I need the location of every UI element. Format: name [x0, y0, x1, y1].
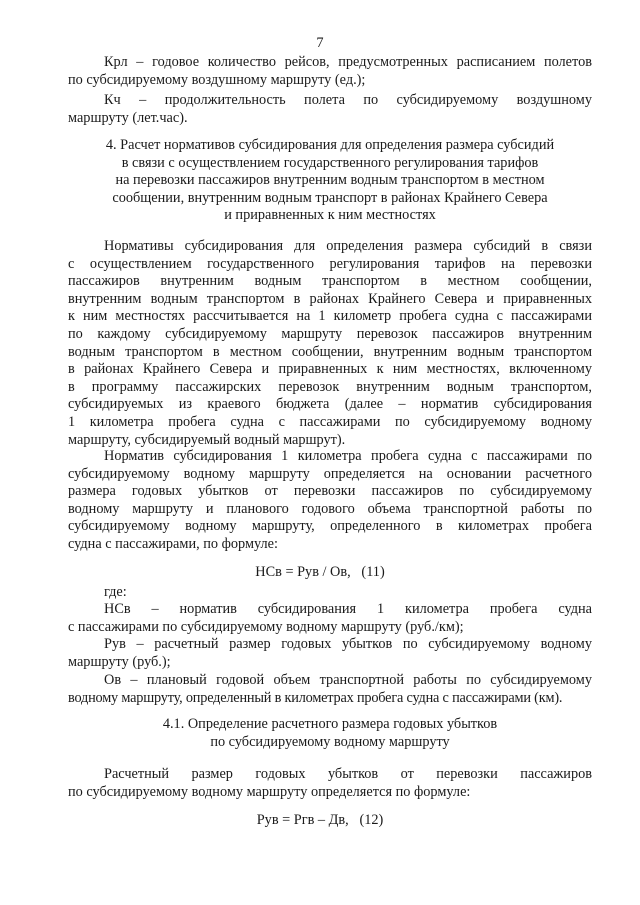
paragraph-line: Расчетный размер годовых убытков от перевозки пассажиров	[104, 766, 592, 782]
paragraph-line: в районах Крайнего Севера и приравненных к ним местностях, включенному	[68, 361, 592, 378]
section-4-1-heading	[68, 716, 592, 751]
where-label: где:	[104, 584, 127, 600]
paragraph-line: субсидируемых из краевого бюджета (далее – норматив субсидирования	[68, 396, 592, 413]
definition-kch	[68, 92, 592, 127]
paragraph-line: к ним местностях рассчитывается на 1 километр пробега судна с пассажирами	[68, 308, 592, 325]
heading-line: сообщении, внутренним водным транспорт в районах Крайнего Севера	[112, 189, 548, 206]
paragraph-normatives	[68, 238, 592, 449]
paragraph-line: внутренним водным транспортом в районах Крайнего Севера и приравненных	[68, 290, 592, 307]
paragraph-line: 1 километра пробега судна с пассажирами по субсидируемому водному	[68, 413, 592, 430]
paragraph-line: в программу пассажирских перевозок внутренним водным транспортом,	[68, 378, 592, 395]
definition-nsv	[68, 601, 592, 636]
heading-line: на перевозки пассажиров внутренним водным транспортом в местном	[115, 172, 545, 189]
definition-line: по субсидируемому воздушному маршруту (ед.);	[68, 71, 366, 88]
definition-line: НСв – норматив субсидирования 1 километра пробега судна	[104, 601, 592, 617]
paragraph-line: по субсидируемому водному маршруту определяется по формуле:	[68, 783, 471, 800]
definition-ov	[68, 672, 592, 707]
paragraph-line: судна с пассажирами, по формуле:	[68, 535, 278, 552]
page-number: 7	[316, 35, 324, 51]
definition-line: Рув – расчетный размер годовых убытков по субсидируемому водному	[104, 636, 592, 652]
heading-line: по субсидируемому водному маршруту	[210, 733, 450, 750]
formula-11: НСв = Рув / Ов, (11)	[255, 564, 385, 580]
paragraph-line: с осуществлением государственного регулирования тарифов на перевозки	[68, 255, 592, 272]
definition-line: маршруту (руб.);	[68, 653, 171, 670]
heading-line: 4.1. Определение расчетного размера годовых убытков	[162, 716, 498, 732]
paragraph-line: Нормативы субсидирования для определения размера субсидий в связи	[104, 238, 592, 254]
heading-line: в связи с осуществлением государственного регулирования тарифов	[121, 154, 539, 171]
definition-line: Крл – годовое количество рейсов, предусмотренных расписанием полетов	[104, 54, 592, 70]
paragraph-line: субсидируемому водному маршруту определяется на основании расчетного	[68, 465, 592, 482]
heading-line: и приравненных к ним местностях	[224, 207, 436, 224]
formula-12: Рув = Ргв – Дв, (12)	[256, 812, 384, 828]
paragraph-normative-definition	[68, 448, 592, 554]
paragraph-line: размера годовых убытков от перевозки пассажиров по субсидируемому	[68, 483, 592, 500]
definition-krl	[68, 54, 592, 89]
paragraph-losses	[68, 766, 592, 801]
section-4-heading	[68, 137, 592, 225]
definition-line: с пассажирами по субсидируемому водному маршруту (руб./км);	[68, 618, 464, 635]
paragraph-line: Норматив субсидирования 1 километра пробега судна с пассажирами по	[104, 448, 592, 464]
paragraph-line: по каждому субсидируемому маршруту перевозок пассажиров внутренним	[68, 325, 592, 342]
definition-line: водному маршруту, определенный в километрах пробега судна с пассажирами (км).	[68, 689, 563, 706]
heading-line: 4. Расчет нормативов субсидирования для определения размера субсидий	[105, 137, 555, 153]
definition-line: Кч – продолжительность полета по субсидируемому воздушному	[104, 92, 592, 108]
definition-ruv	[68, 636, 592, 671]
paragraph-line: водным транспортом в местном сообщении, внутренним водным транспортом	[68, 343, 592, 360]
paragraph-line: водному маршруту и планового годового объема транспортной работы по	[68, 500, 592, 517]
paragraph-line: маршруту, субсидируемый водный маршрут).	[68, 431, 346, 448]
definition-line: маршруту (лет.час).	[68, 109, 188, 126]
paragraph-line: субсидируемому водному маршруту, определенного в километрах пробега	[68, 518, 592, 535]
definition-line: Ов – плановый годовой объем транспортной работы по субсидируемому	[104, 672, 592, 688]
paragraph-line: пассажиров внутренним водным транспортом в местном сообщении,	[68, 273, 592, 290]
